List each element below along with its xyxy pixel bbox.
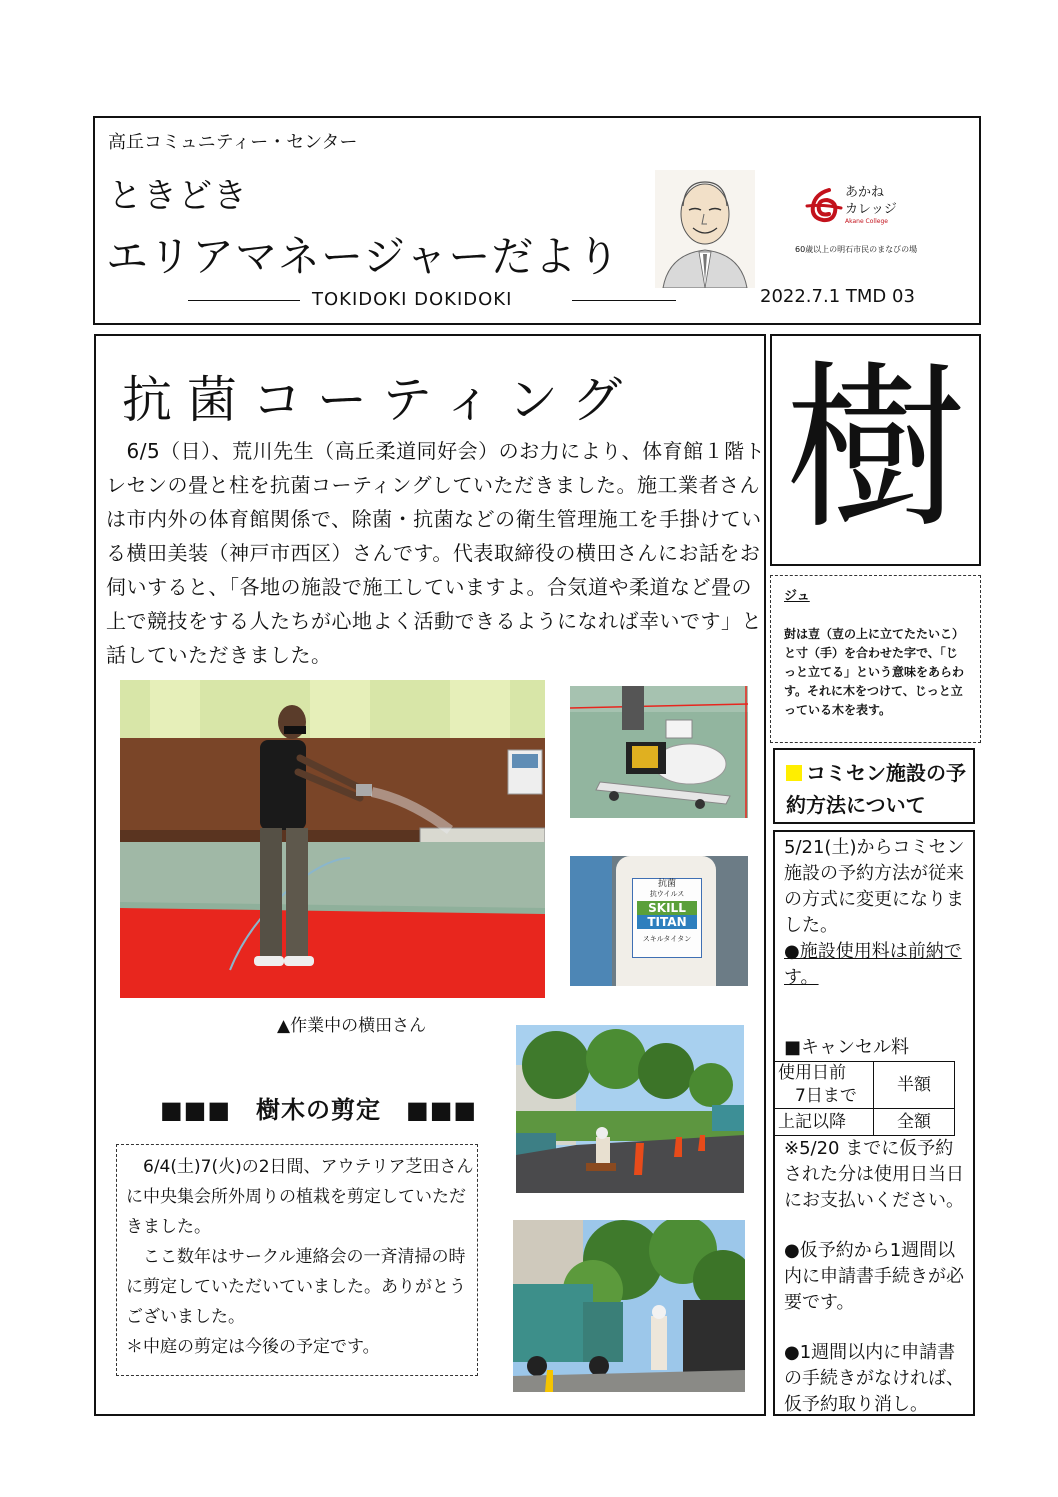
table-row (774, 1109, 955, 1136)
pruning-section-title: ■■■ 樹木の剪定 ■■■ (160, 1096, 478, 1124)
kanji-reading: ジュ (784, 589, 810, 604)
logo-name: あかね カレッジ (845, 185, 897, 217)
manager-portrait-illustration (655, 170, 755, 288)
reservation-note-3: ●1週間以内に申請書の手続きがなければ、仮予約取り消し。 (784, 1342, 964, 1415)
issue-date: 2022.7.1 TMD 03 (760, 286, 915, 307)
logo-english: Akane College (845, 218, 888, 225)
divider-line (188, 300, 300, 301)
pruning-street-photo (516, 1025, 744, 1193)
pruning-paragraph: ここ数年はサークル連絡会の一斉清掃の時に剪定していただいていました。ありがとうございました。 (126, 1247, 466, 1327)
divider-line (572, 300, 676, 301)
kanji-explanation: 尌は壴（壴の上に立てたたいこ）と寸（手）を合わせた字で、「じっと立てる」という意味をあらわす。それに木をつけて、じっと立っている木を表す。 (784, 627, 965, 717)
yellow-square-icon (786, 765, 802, 781)
newsletter-subtitle: ときどき (108, 176, 248, 216)
pruning-paragraph: ＊中庭の剪定は今後の予定です。 (126, 1337, 380, 1357)
fee-amount: 半額 (874, 1062, 955, 1109)
kanji-character: 樹 (785, 345, 966, 554)
bottle-label-top: 抗菌 (657, 879, 676, 889)
akane-college-logo (795, 180, 945, 260)
newsletter-title: エリアマネージャーだより (106, 232, 621, 281)
cancel-fee-table (773, 1061, 955, 1136)
photo-caption: ▲作業中の横田さん (277, 1016, 427, 1036)
organization-name: 高丘コミュニティー・センター (108, 132, 358, 153)
reservation-title (786, 757, 968, 821)
cancel-fee-heading: ■キャンセル料 (784, 1037, 910, 1058)
article-body: 6/5（日）、荒川先生（高丘柔道同好会）のお力により、体育館１階トレセンの畳と柱を抗菌コーティングしていただきました。施工業者さんは市内外の体育館関係で、除菌・抗菌などの衛生管理施工を手掛けている横田美装（神戸市西区）さんです。代表取締役の横田さんにお話をお伺いすると、「各地の施設で施工していますよ。合気道や柔道など畳の上で競技をする人たちが心地よく活動できるようになれば幸いです」と話していただきました。 (106, 439, 766, 667)
fee-amount: 全額 (874, 1109, 955, 1136)
article-title: 抗菌コーティング (122, 371, 637, 429)
bottle-katakana: スキルタイタン (642, 935, 692, 943)
reservation-prepay: ●施設使用料は前納です。 (784, 941, 962, 988)
bottle-brand-1: SKILL (637, 901, 697, 915)
logo-mark-icon (801, 184, 845, 228)
spraying-photo (120, 680, 545, 998)
pruning-truck-photo (513, 1220, 745, 1392)
reservation-intro: 5/21(土)からコミセン施設の予約方法が従来の方式に変更になりました。 (784, 837, 965, 936)
bottle-brand-2: TITAN (637, 915, 697, 929)
tape-roll (570, 856, 612, 986)
fee-when: 使用日前 7日まで (774, 1062, 874, 1109)
reservation-note-2: ●仮予約から1週間以内に申請書手続きが必要です。 (784, 1240, 964, 1313)
antibacterial-bottle-photo (570, 856, 748, 986)
table-row (774, 1062, 955, 1109)
pruning-body (126, 1152, 476, 1362)
reservation-details (778, 835, 970, 1418)
compressor-photo (570, 686, 748, 818)
logo-tagline: 60歳以上の明石市民のまなびの場 (795, 245, 918, 254)
bottle-label-sub: 抗ウイルス (649, 890, 685, 898)
pruning-paragraph: 6/4(土)7(火)の2日間、アウテリア芝田さんに中央集会所外周りの植栽を剪定していただきました。 (126, 1157, 474, 1237)
reservation-note-1: ※5/20 までに仮予約された分は使用日当日にお支払いください。 (784, 1138, 964, 1211)
bottle-label (632, 878, 702, 958)
english-title: TOKIDOKI DOKIDOKI (312, 289, 513, 310)
fee-when: 上記以降 (774, 1109, 874, 1136)
reservation-title-text: コミセン施設の予約方法について (786, 761, 966, 817)
